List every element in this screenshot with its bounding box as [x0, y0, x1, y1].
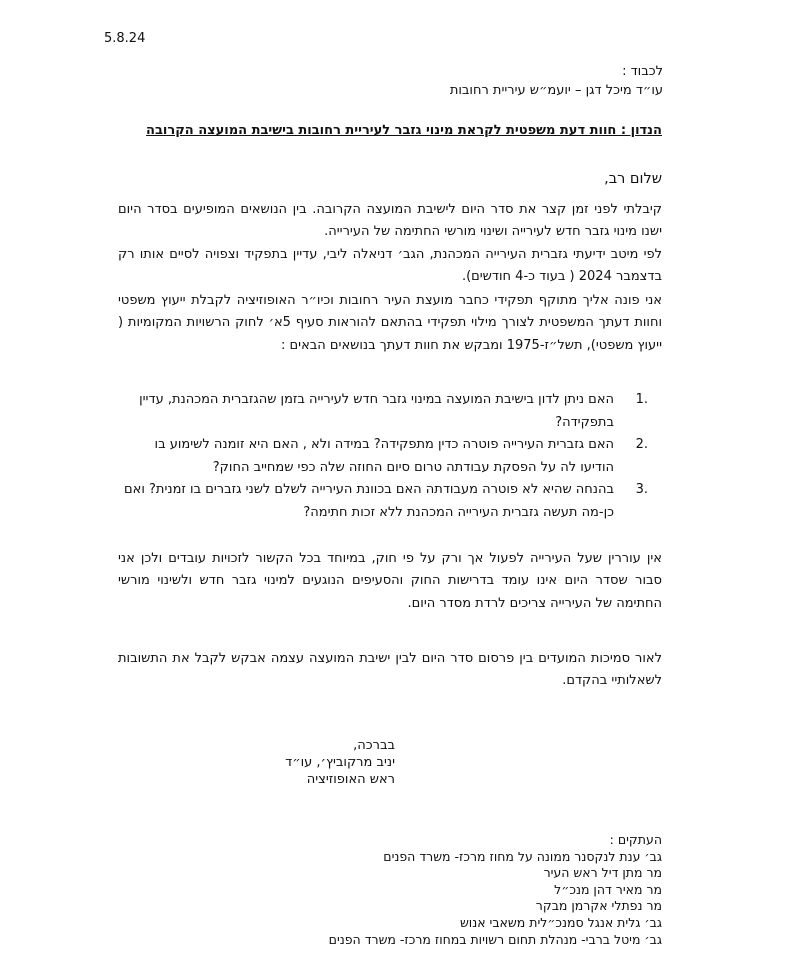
question-item	[118, 434, 648, 479]
subject-line: הנדון : חוות דעת משפטית לקראת מינוי גזבר לעיריית רחובות בישיבת המועצה הקרובה	[146, 123, 662, 138]
body-paragraph-request: אני פונה אליך מתוקף תפקידי כחבר מועצת העיר רחובות וכיו״ר האופוזיציה לקבלת ייעוץ משפטי וחוות דעתך המשפטית לצורך מילוי תפקידי בהתאם להוראות סעיף 5א׳ לחוק הרשויות המקומיות ( ייעוץ משפטי), תשל״ז-1975 ומבקש את חוות דעתך בנושאים הבאים :	[118, 293, 663, 353]
question-text: האם ניתן לדון בישיבת המועצה במינוי גזבר חדש לעירייה בזמן שהגזברית המכהנת, עדיין בתפקידה?	[139, 392, 614, 430]
signoff-blessing: בברכה,	[353, 738, 395, 753]
questions-list	[118, 389, 648, 524]
signer-role: ראש האופוזיציה	[306, 772, 395, 787]
copy-recipient: גב׳ ענת לנקסנר ממונה על מחוז מרכז- משרד הפנים	[383, 848, 662, 864]
copies-label: העתקים :	[609, 832, 662, 847]
letter-date: 5.8.24	[104, 31, 146, 46]
copies-block	[162, 832, 662, 948]
body-paragraph-intro: קיבלתי לפני זמן קצר את סדר היום לישיבת המועצה הקרובה. בין הנושאים המופיעים בסדר היום ישנו מינוי גזבר חדש לעירייה ושינוי מורשי החתימה של העירייה.	[118, 202, 662, 240]
question-number: 1.	[635, 392, 648, 407]
body-paragraph-legal-claim: אין עוררין שעל העירייה לפעול אך ורק על פי חוק, במיוחד בכל הקשור לזכויות עובדים ולכן אני סבור שסדר היום אינו עומד בדרישות החוק והסעיפים הנוגעים למינוי גזבר חדש ולשינוי מורשי החתימה של העירייה צריכים לרדת מסדר היום.	[118, 551, 662, 611]
copy-recipient: גב׳ מיטל ברבי- מנהלת תחום רשויות במחוז מרכז- משרד הפנים	[328, 931, 662, 947]
copy-recipient: גב׳ גלית אנגל סמנכ״לית משאבי אנוש	[459, 914, 662, 930]
copy-recipient: מר מאיר דהן מנכ״ל	[554, 881, 662, 897]
body-paragraph-urgency: לאור סמיכות המועדים בין פרסום סדר היום לבין ישיבת המועצה עצמה אבקש לקבל את התשובות לשאלותיי בהקדם.	[118, 651, 662, 689]
copies-list	[162, 849, 662, 949]
greeting: שלום רב,	[604, 171, 662, 187]
question-item	[118, 479, 648, 524]
copy-recipient: מר מתן דיל ראש העיר	[543, 865, 662, 881]
recipient-label: לכבוד :	[622, 64, 663, 79]
question-number: 2.	[635, 437, 648, 452]
copy-recipient: מר נפתלי אקרמן מבקר	[535, 898, 662, 914]
body-paragraph-treasurer: לפי מיטב ידיעתי גזברית העירייה המכהנת, הגב׳ דניאלה ליבי, עדיין בתפקיד וצפויה לסיים אותו רק בדצמבר 2024 ( בעוד כ-4 חודשים).	[118, 247, 662, 285]
question-item	[118, 389, 648, 434]
question-number: 3.	[635, 482, 648, 497]
signer-name: יניב מרקוביץ׳, עו״ד	[285, 755, 395, 770]
signature-block	[145, 737, 395, 788]
recipient-name: עו״ד מיכל דגן – יועמ״ש עיריית רחובות	[449, 83, 663, 98]
question-text: בהנחה שהיא לא פוטרה מעבודתה האם בכוונת העירייה לשלם לשני גזברים בו זמנית? ואם כן-מה תעשה גזברית העירייה המכהנת ללא זכות חתימה?	[124, 482, 614, 520]
question-text: האם גזברית העירייה פוטרה כדין מתפקידה? במידה ולא , האם היא זומנה לשימוע בו הודיעו לה על הפסקת עבודתה טרום סיום החוזה שלה כפי שמחייב החוק?	[154, 437, 614, 475]
recipient-block	[63, 62, 663, 100]
